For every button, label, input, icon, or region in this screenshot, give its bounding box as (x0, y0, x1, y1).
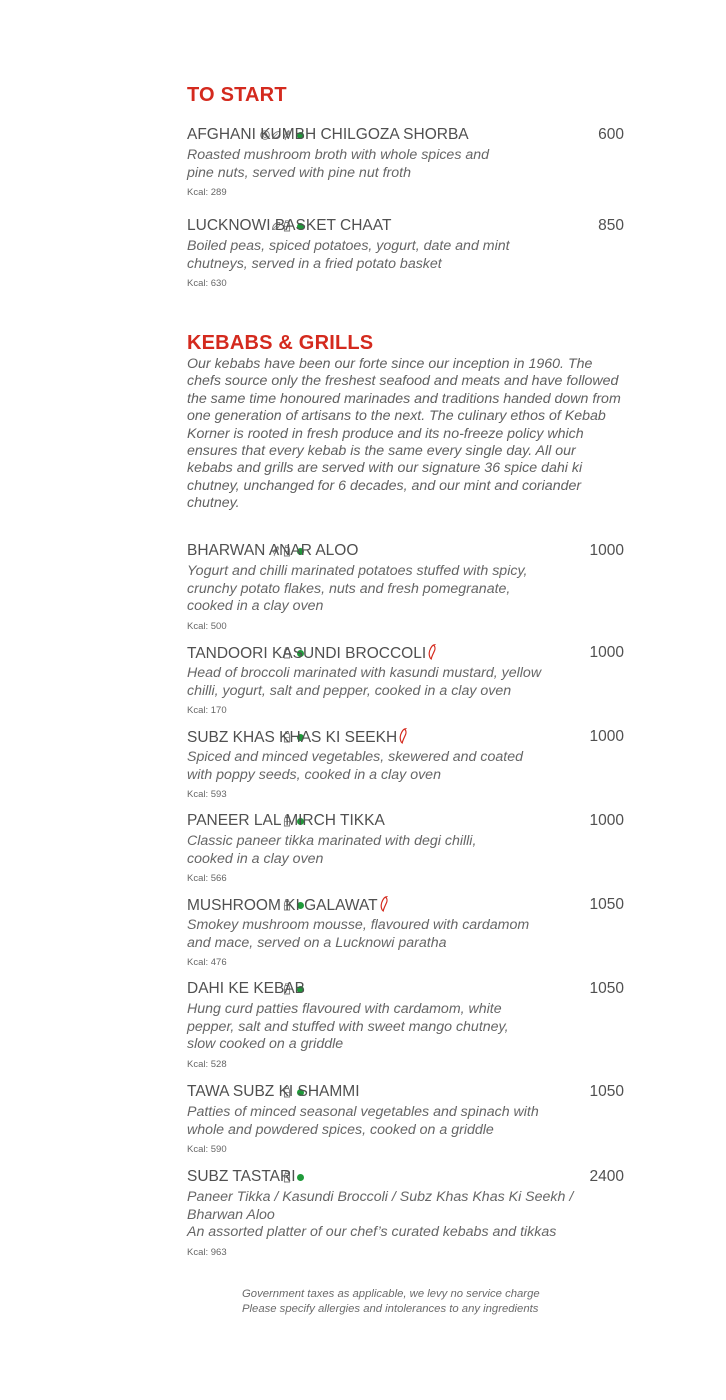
item-kcal: Kcal: 593 (187, 789, 227, 801)
item-name (187, 126, 469, 144)
item-description (187, 1189, 597, 1242)
item-kcal: Kcal: 566 (187, 873, 227, 885)
item-description-line: cooked in a clay oven (187, 850, 324, 867)
item-description-line: Classic paneer tikka marinated with degi chilli, (187, 833, 477, 849)
item-name-text: TAWA SUBZ KI SHAMMI (187, 1083, 360, 1100)
item-name (187, 980, 305, 998)
item-name-text: SUBZ KHAS KHAS KI SEEKH (187, 729, 398, 746)
item-description-line: pine nuts, served with pine nut froth (187, 164, 411, 181)
chilli-icon (379, 896, 389, 912)
item-kcal: Kcal: 289 (187, 187, 227, 199)
item-description (187, 147, 597, 182)
item-kcal: Kcal: 476 (187, 957, 227, 969)
item-description-line: An assorted platter of our chef’s curated kebabs and tikkas (187, 1224, 557, 1241)
item-name-text: SUBZ TASTARI (187, 1168, 296, 1185)
item-description-line: Patties of minced seasonal vegetables and spinach with (187, 1104, 539, 1120)
item-description-line: Roasted mushroom broth with whole spices and (187, 147, 490, 163)
item-description (187, 917, 597, 952)
item-price: 2400 (589, 1168, 624, 1185)
item-description-line: whole and powdered spices, cooked on a griddle (187, 1121, 494, 1138)
item-name (187, 1168, 296, 1186)
item-name-text: BHARWAN ANAR ALOO (187, 542, 359, 559)
item-description-line: Head of broccoli marinated with kasundi mustard, yellow (187, 665, 542, 681)
item-description (187, 665, 597, 700)
item-description (187, 1104, 597, 1139)
item-price: 1000 (589, 812, 624, 829)
item-description-line: and mace, served on a Lucknowi paratha (187, 934, 447, 951)
item-description-line: Smokey mushroom mousse, flavoured with cardamom (187, 917, 530, 933)
item-description (187, 238, 597, 273)
item-name-text: TANDOORI KASUNDI BROCCOLI (187, 645, 427, 662)
item-description-line: with poppy seeds, cooked in a clay oven (187, 766, 441, 783)
item-description (187, 1001, 597, 1054)
item-description (187, 563, 597, 616)
item-price: 1050 (589, 896, 624, 913)
item-name-text: AFGHANI KUMBH CHILGOZA SHORBA (187, 126, 469, 143)
chilli-icon (427, 644, 437, 660)
item-kcal: Kcal: 963 (187, 1246, 227, 1258)
item-description-line: pepper, salt and stuffed with sweet mango chutney, (187, 1018, 509, 1035)
item-price: 1000 (589, 728, 624, 745)
item-kcal: Kcal: 500 (187, 620, 227, 632)
item-description-line: Bharwan Aloo (187, 1206, 275, 1223)
item-description-line: chutneys, served in a fried potato basket (187, 255, 442, 272)
item-price: 1000 (589, 644, 624, 661)
item-name-text: PANEER LAL MIRCH TIKKA (187, 812, 385, 829)
item-name (187, 542, 358, 560)
item-kcal: Kcal: 630 (187, 278, 227, 290)
item-description-line: Spiced and minced vegetables, skewered and coated (187, 749, 523, 765)
footer-line-allergies: Please specify allergies and intolerances to any ingredients (242, 1303, 539, 1315)
item-name (187, 728, 408, 747)
item-kcal: Kcal: 528 (187, 1058, 227, 1070)
section-title-kebabs: KEBABS & GRILLS (187, 332, 374, 354)
item-name (187, 1083, 360, 1101)
item-name-text: DAHI KE KEBAB (187, 980, 306, 997)
item-name (187, 644, 437, 663)
chilli-icon (398, 728, 408, 744)
item-description-line: crunchy potato flakes, nuts and fresh pomegranate, (187, 580, 511, 597)
item-description-line: Paneer Tikka / Kasundi Broccoli / Subz Khas Khas Ki Seekh / (187, 1189, 574, 1205)
item-kcal: Kcal: 590 (187, 1144, 227, 1156)
item-description (187, 749, 597, 784)
item-description-line: cooked in a clay oven (187, 598, 324, 615)
item-name-text: MUSHROOM KI GALAWAT (187, 897, 378, 914)
item-description-line: slow cooked on a griddle (187, 1036, 344, 1053)
item-name-text: LUCKNOWI BASKET CHAAT (187, 217, 392, 234)
section-title-to-start: TO START (187, 84, 287, 106)
item-price: 600 (598, 126, 624, 143)
item-description (187, 833, 597, 868)
item-name (187, 896, 389, 915)
item-price: 850 (598, 217, 624, 234)
item-price: 1050 (589, 980, 624, 997)
veg-dot-icon (297, 1174, 304, 1181)
item-name (187, 812, 385, 830)
item-price: 1050 (589, 1083, 624, 1100)
item-name (187, 217, 391, 235)
item-description-line: chilli, yogurt, salt and pepper, cooked in a clay oven (187, 682, 512, 699)
footer-note (242, 1287, 540, 1317)
footer-line-taxes: Government taxes as applicable, we levy no service charge (242, 1288, 540, 1300)
item-description-line: Yogurt and chilli marinated potatoes stuffed with spicy, (187, 563, 528, 579)
item-description-line: Hung curd patties flavoured with cardamom, white (187, 1001, 502, 1017)
kebabs-intro: Our kebabs have been our forte since our inception in 1960. The chefs source only the freshest seafood and meats and have followed the same time honoured marinades and traditions handed down from one generation of artisans to the next. The culinary ethos of Kebab Korner is rooted in fresh produce and its no-freeze policy which ensures that every kebab is the same every single day. All our kebabs and grills are served with our signature 36 spice dahi ki chutney, unchanged for 6 decades, and our mint and coriander chutney. (187, 356, 621, 512)
item-price: 1000 (589, 542, 624, 559)
item-description-line: Boiled peas, spiced potatoes, yogurt, date and mint (187, 238, 510, 254)
item-kcal: Kcal: 170 (187, 705, 227, 717)
